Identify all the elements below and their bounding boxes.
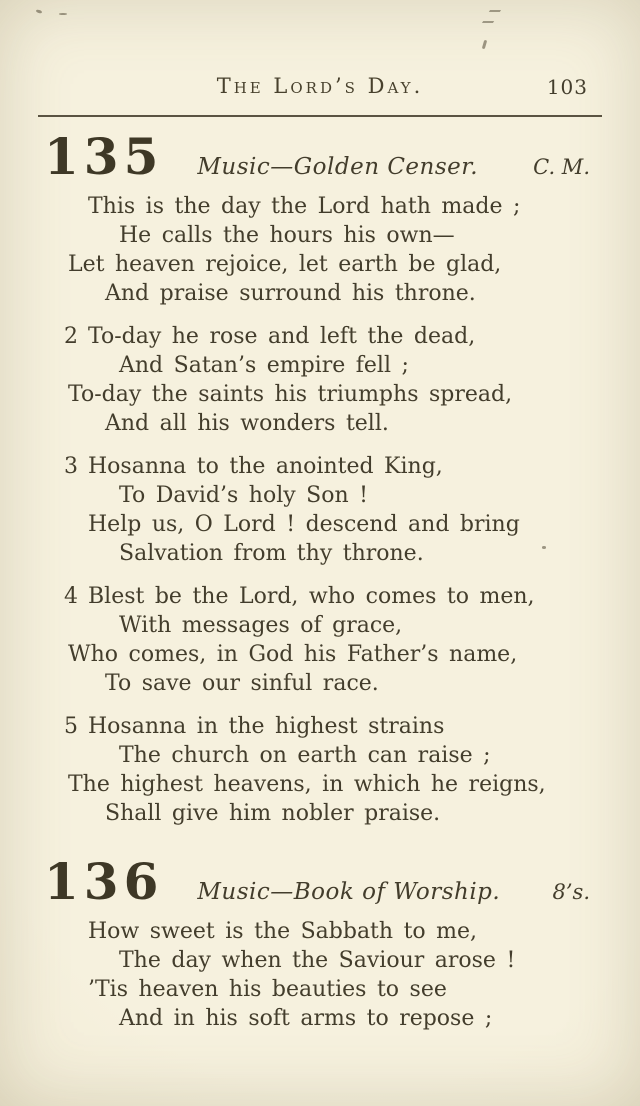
running-head-title: The Lord’s Day. (216, 74, 424, 98)
verse-line: And praise surround his throne. (105, 281, 476, 306)
hymn-number: 135 (44, 127, 164, 186)
verse-line: He calls the hours his own— (119, 223, 455, 248)
header-rule (38, 115, 602, 117)
verse-line: Hosanna to the anointed King, (88, 454, 443, 479)
scan-artifact (36, 9, 43, 14)
verse-line: This is the day the Lord hath made ; (88, 194, 521, 219)
verse-line: And all his wonders tell. (105, 411, 389, 436)
verse (62, 322, 614, 438)
verse-line: To save our sinful race. (105, 671, 379, 696)
verse-line: And Satan’s empire fell ; (119, 353, 409, 378)
verse-line: The church on earth can raise ; (119, 743, 491, 768)
verse (62, 917, 614, 1033)
verse-line: To David’s holy Son ! (119, 483, 368, 508)
hymn-meter: C. M. (533, 155, 590, 179)
verse (62, 452, 614, 568)
verse-line: Salvation from thy throne. (119, 541, 424, 566)
page-number: 103 (546, 75, 588, 99)
verse (62, 192, 614, 308)
verse-line: With messages of grace, (119, 613, 403, 638)
scan-artifact (482, 40, 487, 49)
page-header (38, 74, 602, 102)
verse-line: The highest heavens, in which he reigns, (68, 772, 546, 797)
verse-line: Shall give him nobler praise. (105, 801, 441, 826)
verse-line: Let heaven rejoice, let earth be glad, (68, 252, 502, 277)
verse-number: 5 (64, 714, 78, 739)
verse-line: Who comes, in God his Father’s name, (68, 642, 518, 667)
verse-line: Blest be the Lord, who comes to men, (88, 584, 535, 609)
verse-line: How sweet is the Sabbath to me, (88, 919, 478, 944)
hymn-tune: Music—Golden Censer. (197, 154, 479, 180)
hymn-tune: Music—Book of Worship. (197, 879, 501, 905)
scan-artifact (59, 13, 67, 15)
scan-artifact (482, 10, 501, 23)
verse-number: 3 (64, 454, 78, 479)
hymn-section-135 (0, 129, 640, 828)
hymn-meter: 8’s. (552, 880, 590, 904)
verse (62, 582, 614, 698)
hymn-heading (44, 129, 590, 184)
verse-number: 4 (64, 584, 78, 609)
verse (62, 712, 614, 828)
hymn-number: 136 (44, 852, 164, 911)
verse-line: Hosanna in the highest strains (88, 714, 445, 739)
verse-line: To-day he rose and left the dead, (88, 324, 476, 349)
verse-line: Help us, O Lord ! descend and bring (88, 512, 520, 537)
verse-line: ’Tis heaven his beauties to see (88, 977, 447, 1002)
hymn-section-136 (0, 854, 640, 1033)
verse-line: The day when the Saviour arose ! (119, 948, 516, 973)
verse-number: 2 (64, 324, 78, 349)
verse-line: And in his soft arms to repose ; (119, 1006, 493, 1031)
hymn-heading (44, 854, 590, 909)
verse-line: To-day the saints his triumphs spread, (68, 382, 513, 407)
